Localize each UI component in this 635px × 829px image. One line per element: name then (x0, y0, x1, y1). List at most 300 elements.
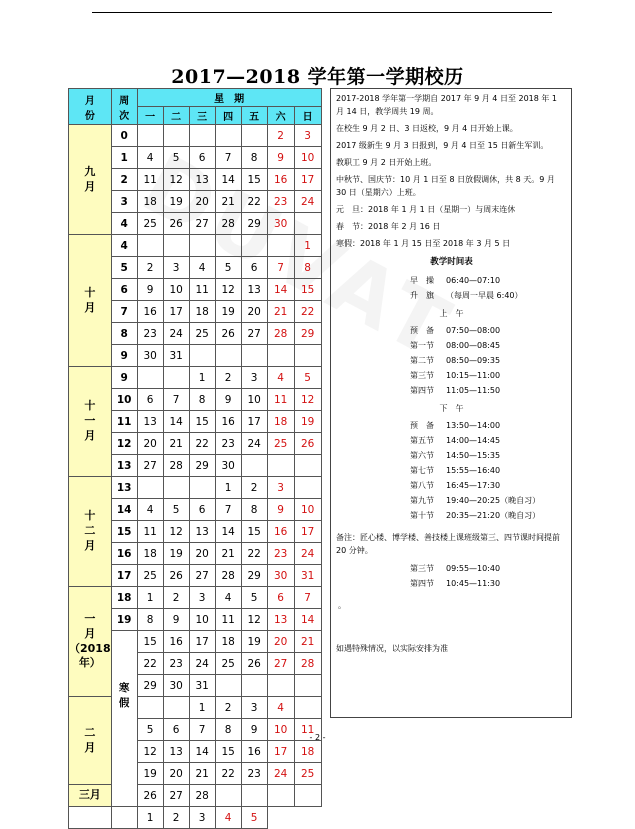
day-cell: 13 (241, 279, 267, 301)
day-cell: 10 (163, 279, 189, 301)
day-cell: 28 (189, 785, 215, 807)
period-name: 第十节 (410, 511, 434, 520)
period-name: 第六节 (410, 451, 434, 460)
day-cell (241, 235, 267, 257)
week-number: 16 (111, 543, 137, 565)
calendar-row (69, 477, 322, 499)
day-cell: 16 (267, 521, 294, 543)
afternoon-title: 下 午 (439, 404, 464, 413)
day-cell: 5 (241, 807, 267, 829)
day-cell: 25 (137, 565, 163, 587)
day-cell: 3 (241, 697, 267, 719)
day-cell (189, 125, 215, 147)
day-cell (215, 235, 241, 257)
day-cell: 11 (267, 389, 294, 411)
day-cell: 28 (294, 653, 321, 675)
day-cell: 8 (189, 389, 215, 411)
day-cell: 29 (241, 565, 267, 587)
calendar-row (69, 367, 322, 389)
schedule-row (336, 576, 567, 591)
morning-schedule (336, 323, 567, 398)
day-cell: 15 (294, 279, 321, 301)
note-national-day: 中秋节、国庆节：10 月 1 日至 8 日放假调休，共 8 天。9 月 30 日（星期六）上班。 (336, 175, 555, 197)
day-cell: 24 (163, 323, 189, 345)
day-cell: 11 (294, 719, 321, 741)
day-cell: 25 (189, 323, 215, 345)
day-cell: 19 (294, 411, 321, 433)
day-cell: 1 (215, 477, 241, 499)
day-cell: 3 (267, 477, 294, 499)
day-cell: 26 (163, 565, 189, 587)
day-cell: 23 (267, 543, 294, 565)
schedule-title: 教学时间表 (430, 257, 473, 267)
month-cell: 十 月 (69, 235, 112, 367)
day-cell (215, 785, 241, 807)
day-cell: 15 (215, 741, 241, 763)
day-cell: 2 (137, 257, 163, 279)
day-cell: 4 (267, 367, 294, 389)
period-name: 第三节 (410, 371, 434, 380)
week-number: 17 (111, 565, 137, 587)
day-cell (294, 785, 321, 807)
day-cell: 18 (294, 741, 321, 763)
day-cell: 21 (267, 301, 294, 323)
period-name: 预 备 (410, 421, 434, 430)
day-cell (189, 235, 215, 257)
period-time: （每周一早晨 6:40） (446, 291, 523, 300)
schedule-row (336, 478, 567, 493)
day-cell: 2 (163, 807, 189, 829)
period-time: 06:40—07:10 (446, 276, 501, 285)
week-number: 12 (111, 433, 137, 455)
day-cell: 18 (215, 631, 241, 653)
day-cell (137, 367, 163, 389)
day-cell: 14 (163, 411, 189, 433)
header-rule (92, 12, 552, 13)
week-number: 7 (111, 301, 137, 323)
day-cell: 2 (241, 477, 267, 499)
day-cell: 7 (267, 257, 294, 279)
morning-title: 上 午 (439, 309, 464, 318)
weekday-label: 五 (241, 107, 267, 125)
day-cell: 22 (189, 433, 215, 455)
day-cell: 17 (241, 411, 267, 433)
day-cell (241, 125, 267, 147)
day-cell (267, 235, 294, 257)
period-time: 13:50—14:00 (446, 421, 501, 430)
day-cell: 5 (163, 147, 189, 169)
day-cell: 26 (137, 785, 163, 807)
week-number: 3 (111, 191, 137, 213)
day-cell (215, 345, 241, 367)
day-cell: 23 (163, 653, 189, 675)
day-cell: 22 (215, 763, 241, 785)
day-cell: 29 (294, 323, 321, 345)
day-cell (241, 345, 267, 367)
day-cell (294, 345, 321, 367)
day-cell: 29 (137, 675, 163, 697)
day-cell: 6 (189, 499, 215, 521)
afternoon-schedule (336, 418, 567, 523)
period-name: 预 备 (410, 326, 434, 335)
day-cell: 13 (189, 169, 215, 191)
week-number: 15 (111, 521, 137, 543)
day-cell: 31 (189, 675, 215, 697)
period-name: 第八节 (410, 481, 434, 490)
day-cell (69, 807, 112, 829)
remark-schedule (336, 561, 567, 591)
day-cell: 21 (294, 631, 321, 653)
day-cell: 21 (189, 763, 215, 785)
page-title: 2017—2018 学年第一学期校历 (171, 66, 464, 88)
month-header-label: 月 份 (84, 95, 95, 122)
week-number: 5 (111, 257, 137, 279)
schedule-remark: 备注：匠心楼、博学楼、善技楼上课班级第三、四节课时间提前 20 分钟。 (336, 533, 560, 555)
day-cell: 13 (137, 411, 163, 433)
day-cell (163, 697, 189, 719)
day-cell: 6 (267, 587, 294, 609)
schedule-row (336, 448, 567, 463)
day-cell: 15 (241, 521, 267, 543)
week-number: 18 (111, 587, 137, 609)
day-cell: 11 (137, 169, 163, 191)
week-number: 9 (111, 345, 137, 367)
winter-break-cell: 寒 假 (111, 631, 137, 807)
day-cell: 9 (241, 719, 267, 741)
day-cell: 7 (294, 587, 321, 609)
day-cell: 30 (163, 675, 189, 697)
week-number: 6 (111, 279, 137, 301)
day-cell: 20 (267, 631, 294, 653)
day-cell: 22 (241, 191, 267, 213)
day-cell: 14 (294, 609, 321, 631)
day-cell: 8 (215, 719, 241, 741)
day-cell (137, 697, 163, 719)
period-time: 14:00—14:45 (446, 436, 501, 445)
day-cell: 5 (294, 367, 321, 389)
day-cell: 10 (189, 609, 215, 631)
day-cell (294, 455, 321, 477)
day-cell: 19 (215, 301, 241, 323)
day-cell: 2 (163, 587, 189, 609)
day-cell: 12 (163, 521, 189, 543)
day-cell (137, 477, 163, 499)
period-name: 第四节 (410, 579, 434, 588)
schedule-row (336, 273, 567, 288)
day-cell (215, 125, 241, 147)
day-cell: 1 (189, 697, 215, 719)
calendar-row (69, 125, 322, 147)
period-time: 08:50—09:35 (446, 356, 501, 365)
period-time: 10:45—11:30 (446, 579, 501, 588)
day-cell: 28 (163, 455, 189, 477)
day-cell: 23 (267, 191, 294, 213)
week-number: 14 (111, 499, 137, 521)
day-cell: 15 (137, 631, 163, 653)
day-cell: 16 (163, 631, 189, 653)
day-cell: 16 (267, 169, 294, 191)
month-cell: 十 一 月 (69, 367, 112, 477)
day-cell: 21 (215, 191, 241, 213)
schedule-row (336, 353, 567, 368)
day-cell: 25 (215, 653, 241, 675)
term-intro: 2017-2018 学年第一学期自 2017 年 9 月 4 日至 2018 年 1 月 14 日，教学周共 19 周。 (336, 94, 558, 116)
schedule-row (336, 383, 567, 398)
day-cell: 12 (137, 741, 163, 763)
schedule-row (336, 493, 567, 508)
page-number: - 2 - (309, 733, 326, 742)
day-cell: 4 (137, 147, 163, 169)
weekday-label: 日 (294, 107, 321, 125)
day-cell: 9 (163, 609, 189, 631)
day-cell (215, 675, 241, 697)
day-cell: 23 (137, 323, 163, 345)
period-name: 第七节 (410, 466, 434, 475)
day-cell: 24 (294, 191, 321, 213)
day-cell: 3 (163, 257, 189, 279)
week-header-label: 周 次 (119, 95, 130, 122)
day-cell: 7 (215, 147, 241, 169)
day-cell: 1 (137, 587, 163, 609)
day-cell (241, 675, 267, 697)
week-number: 13 (111, 477, 137, 499)
day-cell: 30 (267, 565, 294, 587)
day-cell: 14 (215, 521, 241, 543)
day-cell: 14 (267, 279, 294, 301)
day-cell: 8 (137, 609, 163, 631)
day-cell: 25 (267, 433, 294, 455)
day-cell: 19 (241, 631, 267, 653)
day-cell: 4 (215, 807, 241, 829)
calendar-row (69, 235, 322, 257)
day-cell: 20 (189, 543, 215, 565)
day-cell (163, 367, 189, 389)
day-cell: 2 (215, 697, 241, 719)
day-cell: 10 (294, 147, 321, 169)
day-cell: 4 (215, 587, 241, 609)
day-cell (267, 455, 294, 477)
day-cell (189, 477, 215, 499)
day-cell: 24 (267, 763, 294, 785)
day-cell: 31 (294, 565, 321, 587)
period-name: 第二节 (410, 356, 434, 365)
day-cell: 11 (137, 521, 163, 543)
schedule-row (336, 463, 567, 478)
day-cell: 30 (267, 213, 294, 235)
period-time: 09:55—10:40 (446, 564, 501, 573)
period-name: 第四节 (410, 386, 434, 395)
month-cell: 九 月 (69, 125, 112, 235)
day-cell (294, 697, 321, 719)
day-cell: 6 (137, 389, 163, 411)
day-cell: 22 (241, 543, 267, 565)
week-number: 4 (111, 213, 137, 235)
day-cell: 13 (267, 609, 294, 631)
day-cell: 6 (163, 719, 189, 741)
calendar-row (69, 697, 322, 719)
weekday-label: 二 (163, 107, 189, 125)
day-cell: 27 (189, 565, 215, 587)
day-cell: 23 (215, 433, 241, 455)
day-cell: 15 (241, 169, 267, 191)
day-cell: 1 (294, 235, 321, 257)
day-cell: 17 (163, 301, 189, 323)
day-cell (267, 345, 294, 367)
day-cell (294, 675, 321, 697)
week-number: 1 (111, 147, 137, 169)
day-cell: 27 (267, 653, 294, 675)
schedule-row (336, 561, 567, 576)
period-time: 16:45—17:30 (446, 481, 501, 490)
day-cell: 20 (241, 301, 267, 323)
day-cell (189, 345, 215, 367)
dot-mark: 。 (338, 601, 346, 610)
day-cell: 16 (215, 411, 241, 433)
day-cell: 1 (137, 807, 163, 829)
day-cell (111, 807, 137, 829)
day-cell (241, 785, 267, 807)
note-spring-festival: 春 节：2018 年 2 月 16 日 (336, 222, 441, 231)
day-cell (241, 455, 267, 477)
day-cell: 29 (189, 455, 215, 477)
day-cell: 5 (215, 257, 241, 279)
note-staff: 教职工 9 月 2 日开始上班。 (336, 158, 437, 167)
schedule-row (336, 418, 567, 433)
period-time: 07:50—08:00 (446, 326, 501, 335)
calendar-notes-panel (330, 88, 572, 718)
day-cell: 28 (215, 213, 241, 235)
day-cell: 24 (294, 543, 321, 565)
school-calendar-table (68, 88, 322, 829)
period-time: 10:15—11:00 (446, 371, 501, 380)
week-number: 10 (111, 389, 137, 411)
month-cell: 十 二 月 (69, 477, 112, 587)
day-cell: 31 (163, 345, 189, 367)
day-cell: 23 (241, 763, 267, 785)
day-cell (267, 785, 294, 807)
day-cell: 17 (267, 741, 294, 763)
day-cell: 8 (294, 257, 321, 279)
day-cell: 7 (163, 389, 189, 411)
day-cell: 24 (189, 653, 215, 675)
day-cell: 24 (241, 433, 267, 455)
day-cell: 5 (137, 719, 163, 741)
day-cell: 18 (189, 301, 215, 323)
day-cell: 1 (189, 367, 215, 389)
week-number: 2 (111, 169, 137, 191)
day-cell: 18 (267, 411, 294, 433)
day-cell: 7 (189, 719, 215, 741)
weekday-label: 四 (215, 107, 241, 125)
calendar-row (69, 785, 322, 807)
day-cell: 18 (137, 543, 163, 565)
month-cell: 二 月 (69, 697, 112, 785)
day-cell (163, 235, 189, 257)
week-number: 9 (111, 367, 137, 389)
day-cell: 30 (215, 455, 241, 477)
day-cell: 26 (294, 433, 321, 455)
day-cell: 26 (215, 323, 241, 345)
period-name: 第三节 (410, 564, 434, 573)
calendar-row (69, 587, 322, 609)
weekday-header: 星 期 (137, 89, 321, 107)
day-cell (267, 675, 294, 697)
schedule-row (336, 508, 567, 523)
day-cell: 2 (267, 125, 294, 147)
period-time: 19:40—20:25（晚自习） (446, 496, 541, 505)
week-number: 4 (111, 235, 137, 257)
day-cell: 16 (137, 301, 163, 323)
day-cell: 25 (294, 763, 321, 785)
period-time: 15:55—16:40 (446, 466, 501, 475)
day-cell: 27 (241, 323, 267, 345)
day-cell: 10 (267, 719, 294, 741)
week-header (111, 89, 137, 125)
period-time: 20:35—21:20（晚自习） (446, 511, 541, 520)
day-cell: 9 (137, 279, 163, 301)
weekday-label: 三 (189, 107, 215, 125)
day-cell (163, 477, 189, 499)
day-cell: 13 (163, 741, 189, 763)
day-cell: 4 (137, 499, 163, 521)
day-cell: 3 (241, 367, 267, 389)
day-cell: 12 (241, 609, 267, 631)
day-cell: 17 (294, 169, 321, 191)
day-cell: 21 (163, 433, 189, 455)
schedule-row (336, 323, 567, 338)
day-cell: 26 (163, 213, 189, 235)
day-cell: 14 (189, 741, 215, 763)
day-cell (163, 125, 189, 147)
week-number: 0 (111, 125, 137, 147)
week-number: 11 (111, 411, 137, 433)
day-cell: 3 (189, 807, 215, 829)
day-cell: 20 (189, 191, 215, 213)
day-cell: 20 (163, 763, 189, 785)
calendar-row (69, 807, 322, 829)
day-cell: 19 (137, 763, 163, 785)
day-cell: 17 (294, 521, 321, 543)
period-name: 第九节 (410, 496, 434, 505)
day-cell: 10 (294, 499, 321, 521)
day-cell: 8 (241, 499, 267, 521)
day-cell: 25 (137, 213, 163, 235)
day-cell: 3 (189, 587, 215, 609)
day-cell: 3 (294, 125, 321, 147)
period-time: 14:50—15:35 (446, 451, 501, 460)
day-cell: 7 (215, 499, 241, 521)
day-cell: 19 (163, 191, 189, 213)
day-cell: 11 (189, 279, 215, 301)
day-cell: 9 (267, 499, 294, 521)
day-cell: 14 (215, 169, 241, 191)
day-cell: 26 (241, 653, 267, 675)
week-number: 19 (111, 609, 137, 631)
day-cell: 10 (241, 389, 267, 411)
day-cell: 5 (163, 499, 189, 521)
day-cell: 11 (215, 609, 241, 631)
day-cell: 16 (241, 741, 267, 763)
period-name: 升 旗 (410, 291, 434, 300)
day-cell: 8 (241, 147, 267, 169)
day-cell: 2 (215, 367, 241, 389)
schedule-row (336, 368, 567, 383)
day-cell: 13 (189, 521, 215, 543)
day-cell: 9 (267, 147, 294, 169)
weekday-label: 一 (137, 107, 163, 125)
period-time: 11:05—11:50 (446, 386, 501, 395)
period-name: 第一节 (410, 341, 434, 350)
